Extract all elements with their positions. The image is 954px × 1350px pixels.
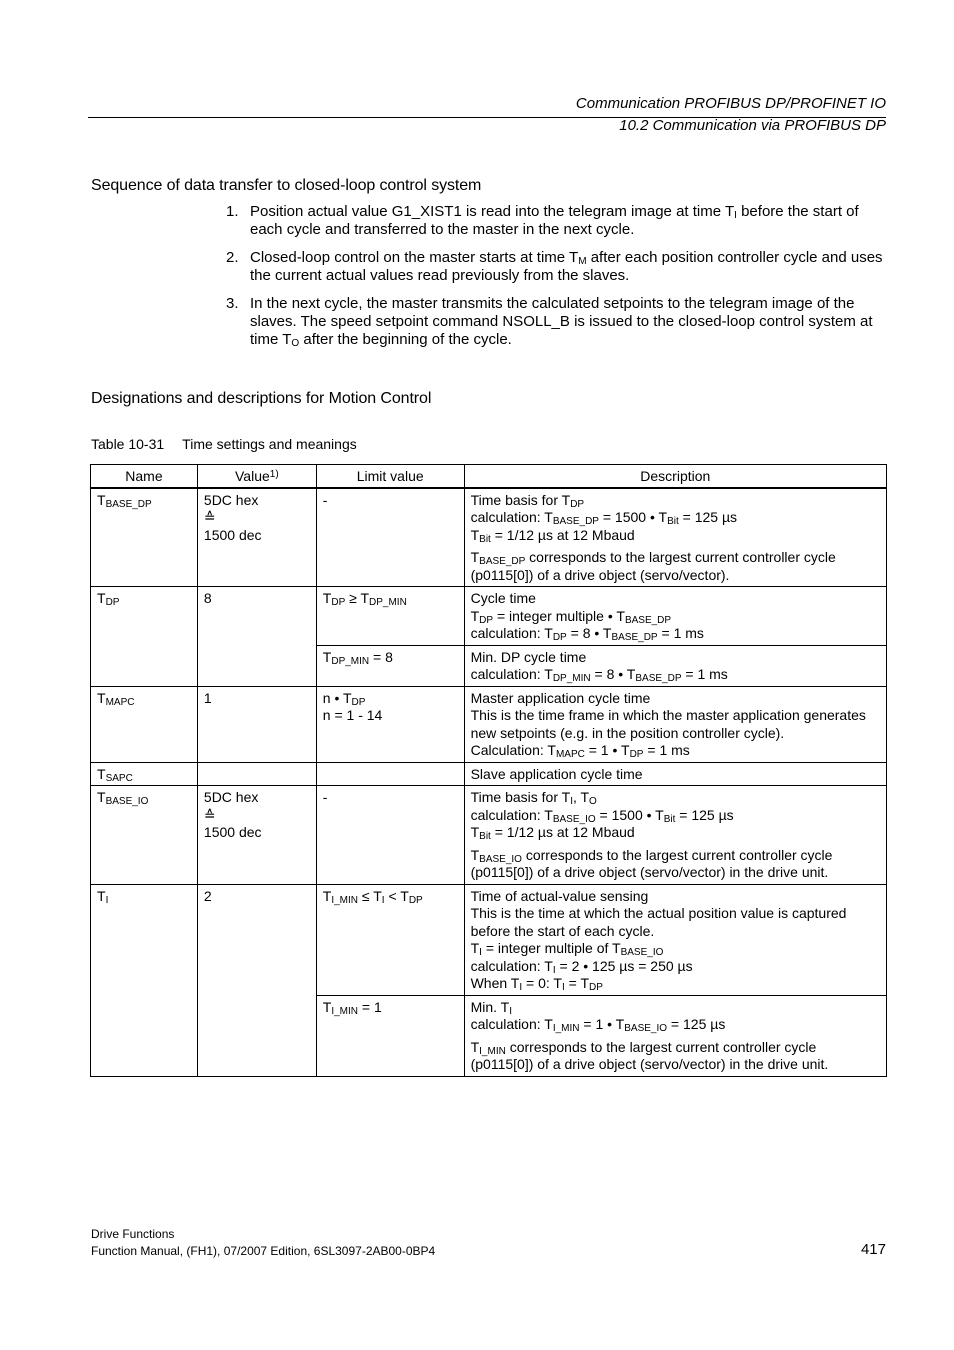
- cell-limit: [316, 762, 464, 786]
- cell-value: 1: [197, 686, 316, 762]
- cell-description: Cycle time $T_{DP}$ = integer multiple • $T_{BASE\_DP}$ calculation: $T_{DP} = 8$ • $T_{BASE\_DP} = 1$ ms: [464, 587, 886, 646]
- cell-description: Time basis for $T_I$, $T_O$ calculation: $T_{BASE\_IO} = 1500$ • $T_{Bit} = 125$ µs $T_{Bit} = 1/12$ µs at 12 Mbaud $T_{BASE\_IO}$ corresponds to the largest current controller cycle (p0115[0]) of a drive object (servo/vector) in the drive unit.: [464, 786, 886, 885]
- table-row: [91, 884, 887, 995]
- table-row: [91, 686, 887, 762]
- table-caption: Table 10-31 Time settings and meanings: [91, 436, 357, 452]
- table-row: [91, 488, 887, 587]
- cell-description: Time basis for $T_{DP}$ calculation: $T_{BASE\_DP} = 1500$ • $T_{Bit} = 125$ µs $T_{Bit} = 1/12$ µs at 12 Mbaud $T_{BASE\_DP}$ corresponds to the largest current controller cycle (p0115[0]) of a drive object (servo/vector).: [464, 488, 886, 587]
- table-row: [91, 587, 887, 646]
- col-header-value: Value$^{1)}$: [197, 465, 316, 488]
- cell-name: $T_{DP}$: [91, 587, 198, 687]
- step-2: 2. Closed-loop control on the master starts at time $T_M$ after each position controller cycle and uses the current actual values read previously from the slaves.: [226, 249, 883, 284]
- cell-description: Min. DP cycle time calculation: $T_{DP\_MIN} = 8$ • $T_{BASE\_DP} = 1$ ms: [464, 645, 886, 686]
- footer-book-title: Drive Functions: [91, 1227, 175, 1241]
- page-number: 417: [860, 1241, 886, 1258]
- cell-value: 5DC hex ≙ 1500 dec: [197, 786, 316, 885]
- sequence-steps: [226, 203, 891, 359]
- running-header-section: 10.2 Communication via PROFIBUS DP: [619, 117, 886, 134]
- cell-description: Time of actual-value sensing This is the time at which the actual position value is captured before the start of each cycle. $T_I$ = integer multiple of $T_{BASE\_IO}$ calculation: $T_I = 2$ • 125 µs = 250 µs When $T_I = 0$: $T_I = T_{DP}$: [464, 884, 886, 995]
- table-row: [91, 786, 887, 885]
- cell-limit: n • $T_{DP}$ n = 1 - 14: [316, 686, 464, 762]
- cell-limit: $T_{I\_MIN} \le T_I < T_{DP}$: [316, 884, 464, 995]
- time-settings-table: [90, 464, 887, 1077]
- col-header-name: Name: [91, 465, 198, 488]
- sequence-heading: Sequence of data transfer to closed-loop control system: [91, 177, 482, 194]
- table-row: [91, 762, 887, 786]
- cell-value: 2: [197, 884, 316, 1076]
- cell-name: $T_{SAPC}$: [91, 762, 198, 786]
- cell-name: $T_{BASE\_IO}$: [91, 786, 198, 885]
- step-1: 1. Position actual value G1_XIST1 is read into the telegram image at time $T_I$ before the start of each cycle and transferred to the master in the next cycle.: [226, 203, 859, 238]
- cell-description: Slave application cycle time: [464, 762, 886, 786]
- header-rule: [88, 117, 886, 118]
- cell-name: $T_{BASE\_DP}$: [91, 488, 198, 587]
- cell-value: [197, 762, 316, 786]
- cell-limit: $T_{DP\_MIN} = 8$: [316, 645, 464, 686]
- designations-heading: Designations and descriptions for Motion Control: [91, 390, 432, 407]
- cell-name: $T_{MAPC}$: [91, 686, 198, 762]
- cell-description: Min. $T_I$ calculation: $T_{I\_MIN} = 1$ • $T_{BASE\_IO} = 125$ µs $T_{I\_MIN}$ corresponds to the largest current controller cycle (p0115[0]) of a drive object (servo/vector) in the drive unit.: [464, 995, 886, 1076]
- cell-limit: -: [316, 488, 464, 587]
- cell-description: Master application cycle time This is the time frame in which the master application generates new setpoints (e.g. in the position controller cycle). Calculation: $T_{MAPC} = 1$ • $T_{DP} = 1$ ms: [464, 686, 886, 762]
- table-header-row: [91, 465, 887, 488]
- col-header-description: Description: [464, 465, 886, 488]
- cell-limit: $T_{DP} \ge T_{DP\_MIN}$: [316, 587, 464, 646]
- cell-limit: $T_{I\_MIN} = 1$: [316, 995, 464, 1076]
- running-header-chapter: Communication PROFIBUS DP/PROFINET IO: [575, 95, 886, 112]
- cell-name: $T_I$: [91, 884, 198, 1076]
- cell-value: 8: [197, 587, 316, 687]
- cell-limit: -: [316, 786, 464, 885]
- step-3: 3. In the next cycle, the master transmits the calculated setpoints to the telegram image of the slaves. The speed setpoint command NSOLL_B is issued to the closed-loop control system at time $T_O$ after the beginning of the cycle.: [226, 295, 873, 349]
- cell-value: 5DC hex ≙ 1500 dec: [197, 488, 316, 587]
- footer-edition: Function Manual, (FH1), 07/2007 Edition, 6SL3097-2AB00-0BP4: [91, 1244, 436, 1258]
- col-header-limit: Limit value: [316, 465, 464, 488]
